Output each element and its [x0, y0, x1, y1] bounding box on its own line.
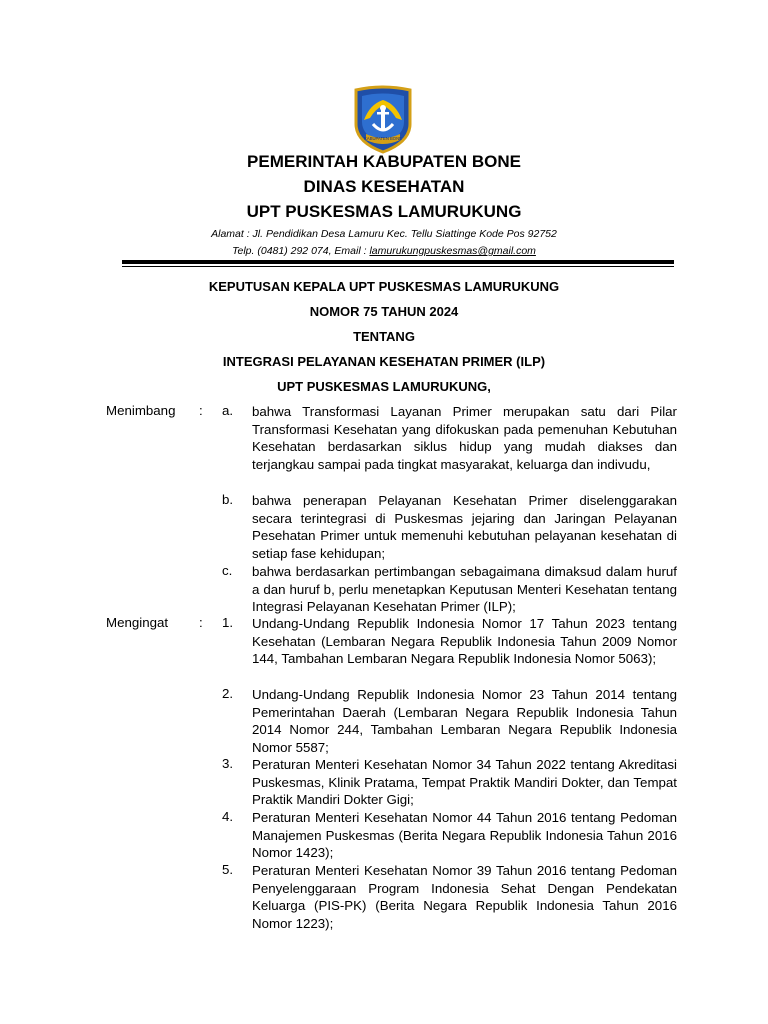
kabupaten-bone-emblem-icon — [350, 84, 416, 154]
mengingat-label: Mengingat — [106, 615, 169, 630]
agency-name: PEMERINTAH KABUPATEN BONE — [247, 152, 521, 171]
mengingat-item-3-mark: 3. — [222, 756, 234, 771]
mengingat-item-5-mark: 5. — [222, 862, 234, 877]
contact-line — [0, 245, 768, 257]
mengingat-item-4-text: Peraturan Menteri Kesehatan Nomor 44 Tahun 2016 tentang Pedoman Manajemen Puskesmas (Berita Negara Republik Indonesia Tahun 2016 Nomor 1423); — [252, 810, 677, 861]
mengingat-colon: : — [199, 615, 203, 630]
menimbang-item-a-text: bahwa Transformasi Layanan Primer merupakan satu dari Pilar Transformasi Kesehatan yang difokuskan pada pemenuhan Kebutuhan Kesehatan berdasarkan siklus hidup yang mudah diakses dan terjangkau sampai pada tingkat masyarakat, keluarga dan indivudu, — [252, 404, 677, 472]
menimbang-label: Menimbang — [106, 403, 176, 418]
decree-issuer: UPT PUSKESMAS LAMURUKUNG, — [277, 379, 491, 394]
menimbang-item-c-mark: c. — [222, 563, 233, 578]
menimbang-item-c-text: bahwa berdasarkan pertimbangan sebagaimana dimaksud dalam huruf a dan huruf b, perlu menetapkan Keputusan Menteri Kesehatan tentang Integrasi Pelayanan Kesehatan Primer (ILP); — [252, 564, 677, 615]
mengingat-item-1-mark: 1. — [222, 615, 234, 630]
department-name: DINAS KESEHATAN — [303, 177, 465, 196]
menimbang-colon: : — [199, 403, 203, 418]
email-link[interactable]: lamurukungpuskesmas@gmail.com — [369, 245, 536, 257]
mengingat-item-5-text: Peraturan Menteri Kesehatan Nomor 39 Tahun 2016 tentang Pedoman Penyelenggaraan Program Indonesia Sehat Dengan Pendekatan Keluarga (PIS-PK) (Berita Negara Republik Indonesia Tahun 2016 Nomor 1223); — [252, 863, 677, 931]
decree-about-label: TENTANG — [353, 329, 415, 344]
letterhead-rule-thin — [122, 266, 674, 267]
svg-text:KABUPATEN BONE: KABUPATEN BONE — [364, 136, 402, 141]
decree-title: KEPUTUSAN KEPALA UPT PUSKESMAS LAMURUKUNG — [208, 279, 560, 294]
mengingat-item-1-text: Undang-Undang Republik Indonesia Nomor 17 Tahun 2023 tentang Kesehatan (Lembaran Negara Republik Indonesia Tahun 2009 Nomor 144, Tambahan Lembaran Negara Republik Indonesia Nomor 5063); — [252, 616, 677, 667]
mengingat-item-2-mark: 2. — [222, 686, 234, 701]
address-line: Alamat : Jl. Pendidikan Desa Lamuru Kec. Tellu Siattinge Kode Pos 92752 — [211, 228, 557, 240]
menimbang-item-b-mark: b. — [222, 492, 234, 507]
mengingat-item-2-text: Undang-Undang Republik Indonesia Nomor 23 Tahun 2014 tentang Pemerintahan Daerah (Lembaran Negara Republik Indonesia Tahun 2014 Nomor 244, Tambahan Lembaran Negara Republik Indonesia Nomor 5587; — [252, 687, 677, 755]
decree-number: NOMOR 75 TAHUN 2024 — [309, 304, 459, 319]
menimbang-item-a-mark: a. — [222, 403, 234, 418]
mengingat-item-4-mark: 4. — [222, 809, 234, 824]
letterhead-rule-thick — [122, 260, 674, 264]
phone-text: Telp. (0481) 292 074, Email : — [232, 245, 370, 257]
menimbang-item-b-text: bahwa penerapan Pelayanan Kesehatan Primer diselenggarakan secara terintegrasi di Puskesmas jejaring dan Jaringan Pelayanan Pesehatan Primer untuk memenuhi kebutuhan pelayanan kesehatan di setiap fase kehidupan; — [252, 493, 677, 561]
decree-subject: INTEGRASI PELAYANAN KESEHATAN PRIMER (ILP) — [222, 354, 546, 369]
unit-name: UPT PUSKESMAS LAMURUKUNG — [246, 202, 522, 221]
mengingat-item-3-text: Peraturan Menteri Kesehatan Nomor 34 Tahun 2022 tentang Akreditasi Puskesmas, Klinik Pratama, Tempat Praktik Mandiri Dokter, dan Tempat Praktik Mandiri Dokter Gigi; — [252, 757, 677, 808]
